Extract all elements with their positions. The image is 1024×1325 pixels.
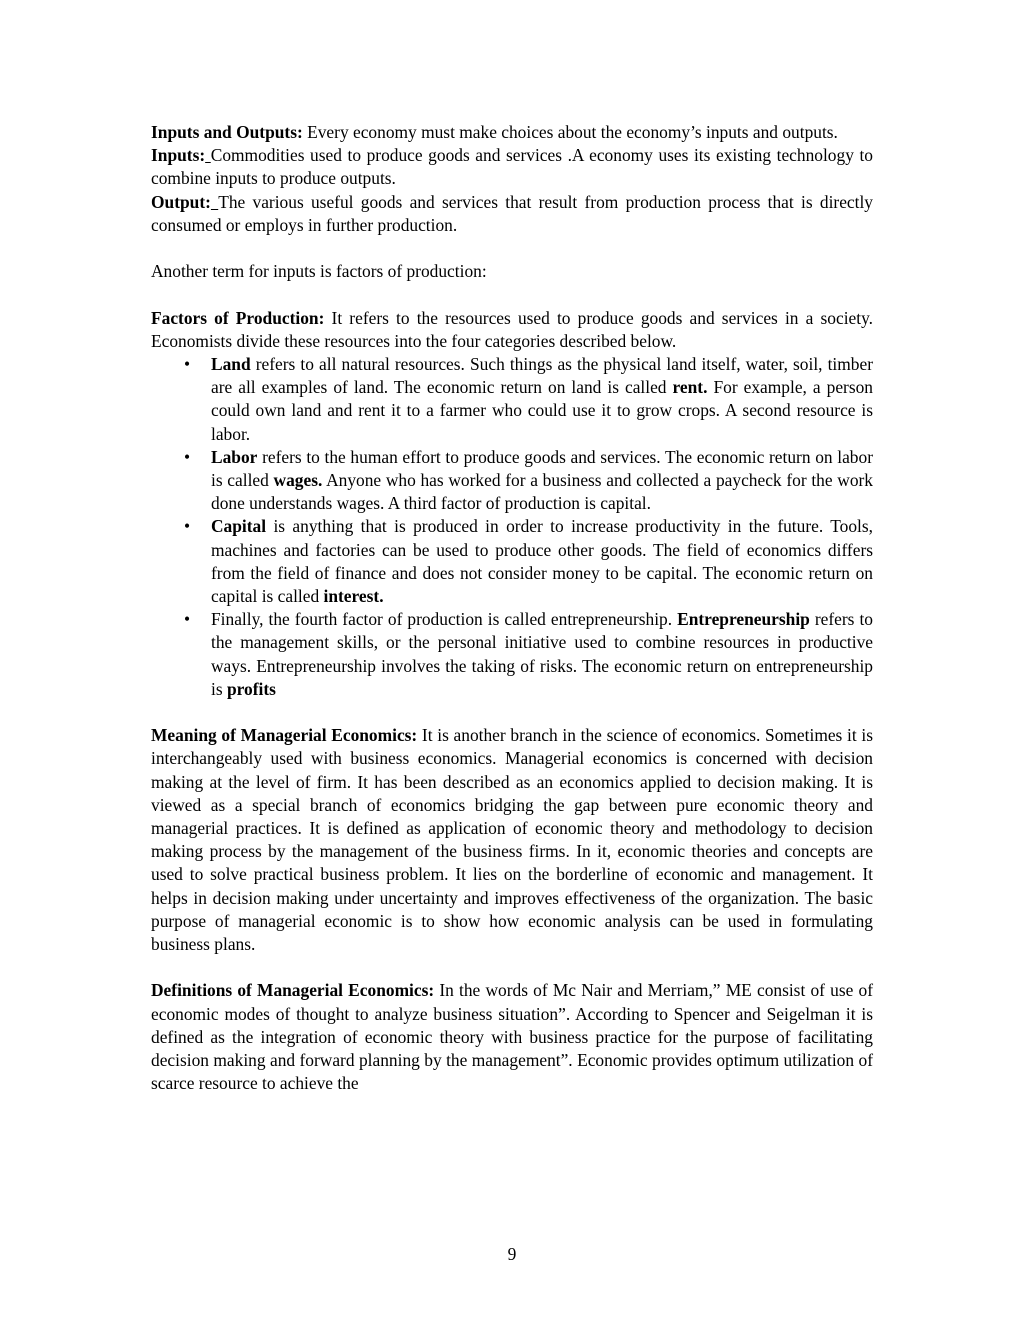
capital-return: interest. bbox=[323, 586, 384, 607]
factors-list bbox=[151, 353, 873, 701]
spacer bbox=[151, 956, 873, 979]
list-item-land bbox=[151, 353, 873, 446]
inputs-outputs-paragraph bbox=[151, 121, 873, 144]
bullet-icon: • bbox=[183, 609, 191, 630]
inputs-outputs-text: Every economy must make choices about the economy’s inputs and outputs. bbox=[302, 122, 838, 142]
output-text: The various useful goods and services that result from production process that is directly consumed or employs in further production. bbox=[151, 191, 873, 235]
capital-text: is anything that is produced in order to increase productivity in the future. Tools, machines and factories can be used to produce other goods. The field of economics differs from the field of finance and does not consider money to be capital. The economic return on capital is called bbox=[211, 516, 873, 607]
page-number: 9 bbox=[507, 1244, 517, 1264]
spacer bbox=[151, 701, 873, 724]
output-paragraph bbox=[151, 191, 873, 237]
output-heading bbox=[151, 192, 218, 212]
inputs-heading bbox=[151, 145, 211, 165]
output-heading-label: Output: bbox=[151, 191, 211, 212]
definitions-paragraph bbox=[151, 979, 873, 1095]
bullet-icon: • bbox=[183, 354, 191, 374]
land-return: rent. bbox=[672, 377, 708, 398]
definitions-text: In the words of Mc Nair and Merriam,” ME consist of use of economic modes of thought to analyze business situation”. According to Spencer and Seigelman it is defined as the integration of economic theory with business practice for the purpose of facilitating decision making and forward planning by the management”. Economic provides optimum utilization of scarce resource to achieve the bbox=[151, 980, 873, 1094]
list-item-entrepreneurship bbox=[151, 608, 873, 701]
meaning-heading: Meaning of Managerial Economics: bbox=[151, 725, 418, 746]
bullet-icon: • bbox=[183, 446, 191, 467]
factors-heading: Factors of Production: bbox=[151, 307, 325, 328]
entrepreneurship-return: profits bbox=[226, 678, 276, 699]
list-item-labor bbox=[151, 446, 873, 516]
another-term-paragraph: Another term for inputs is factors of production: bbox=[151, 261, 487, 282]
land-text-cont: For example, a person could own land and rent it to a farmer who could use it to grow crops. A second resource is labor. bbox=[211, 377, 873, 444]
term-capital: Capital bbox=[211, 516, 267, 537]
term-entrepreneurship: Entrepreneurship bbox=[677, 609, 810, 630]
spacer bbox=[151, 283, 873, 306]
factors-paragraph bbox=[151, 307, 873, 353]
factors-text: It refers to the resources used to produce goods and services in a society. Economists divide these resources into the four categories described below. bbox=[151, 307, 873, 351]
list-item-capital bbox=[151, 515, 873, 608]
labor-text: refers to the human effort to produce goods and services. The economic return on labor is called bbox=[211, 446, 873, 491]
meaning-paragraph bbox=[151, 724, 873, 956]
bullet-icon: • bbox=[183, 516, 191, 537]
land-text: refers to all natural resources. Such things as the physical land itself, water, soil, timber are all examples of land. The economic return on land is called bbox=[211, 354, 873, 398]
inputs-outputs-heading: Inputs and Outputs: bbox=[151, 122, 303, 142]
term-land: Land bbox=[211, 354, 251, 374]
entrepreneurship-lead: Finally, the fourth factor of production is called entrepreneurship. bbox=[211, 609, 678, 630]
document-page bbox=[151, 121, 873, 1095]
inputs-paragraph bbox=[151, 144, 873, 190]
entrepreneurship-text: refers to the management skills, or the personal initiative used to combine resources in productive ways. Entrepreneurship involves the taking of risks. The economic return on entrepreneurship is bbox=[211, 609, 873, 699]
term-labor: Labor bbox=[211, 446, 258, 467]
labor-return: wages. bbox=[273, 470, 323, 491]
inputs-heading-label: Inputs: bbox=[151, 145, 206, 166]
meaning-text: It is another branch in the science of economics. Sometimes it is interchangeably used with business economics. Managerial economics is concerned with decision making at the level of firm. It has been described as an economics applied to decision making. It is viewed as a special branch of economics bridging the gap between pure economic theory and managerial practices. It is defined as application of economic theory and methodology to decision making process by the management of the business firms. In it, economic theories and concepts are used to solve practical business problem. It lies on the borderline of economic and management. It helps in decision making under uncertainty and improves effectiveness of the organization. The basic purpose of managerial economic is to show how economic analysis can be used in formulating business plans. bbox=[151, 725, 873, 955]
definitions-heading: Definitions of Managerial Economics: bbox=[151, 980, 435, 1001]
inputs-text: Commodities used to produce goods and services .A economy uses its existing technology to combine inputs to produce outputs. bbox=[151, 145, 874, 189]
labor-text-cont: Anyone who has worked for a business and collected a paycheck for the work done understands wages. A third factor of production is capital. bbox=[211, 470, 874, 514]
spacer bbox=[151, 237, 873, 260]
